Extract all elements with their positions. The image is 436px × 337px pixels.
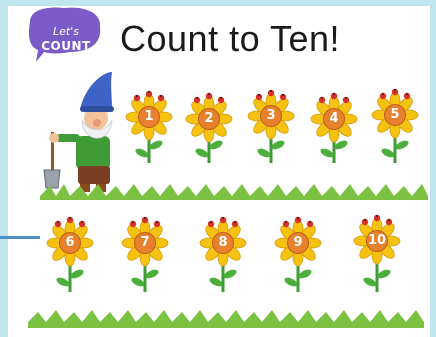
badge-line-1: Let's	[53, 25, 79, 38]
flower-number-2: 2	[204, 111, 214, 126]
flower-number-3: 3	[266, 108, 276, 123]
top-grass	[40, 184, 428, 200]
gnome-character	[44, 72, 114, 192]
flower-number-9: 9	[293, 235, 303, 250]
flower-number-10: 10	[367, 233, 387, 248]
page-title: Count to Ten!	[120, 18, 340, 59]
flower-number-4: 4	[329, 111, 339, 126]
row-divider	[0, 236, 40, 239]
badge-line-2: COUNT	[41, 39, 91, 53]
flower-number-8: 8	[218, 235, 228, 250]
bottom-row-stems	[55, 262, 392, 292]
flower-number-6: 6	[65, 235, 75, 250]
bottom-grass	[28, 310, 424, 328]
flower-number-7: 7	[140, 235, 150, 250]
flower-number-1: 1	[144, 109, 154, 124]
flower-number-5: 5	[390, 107, 400, 122]
